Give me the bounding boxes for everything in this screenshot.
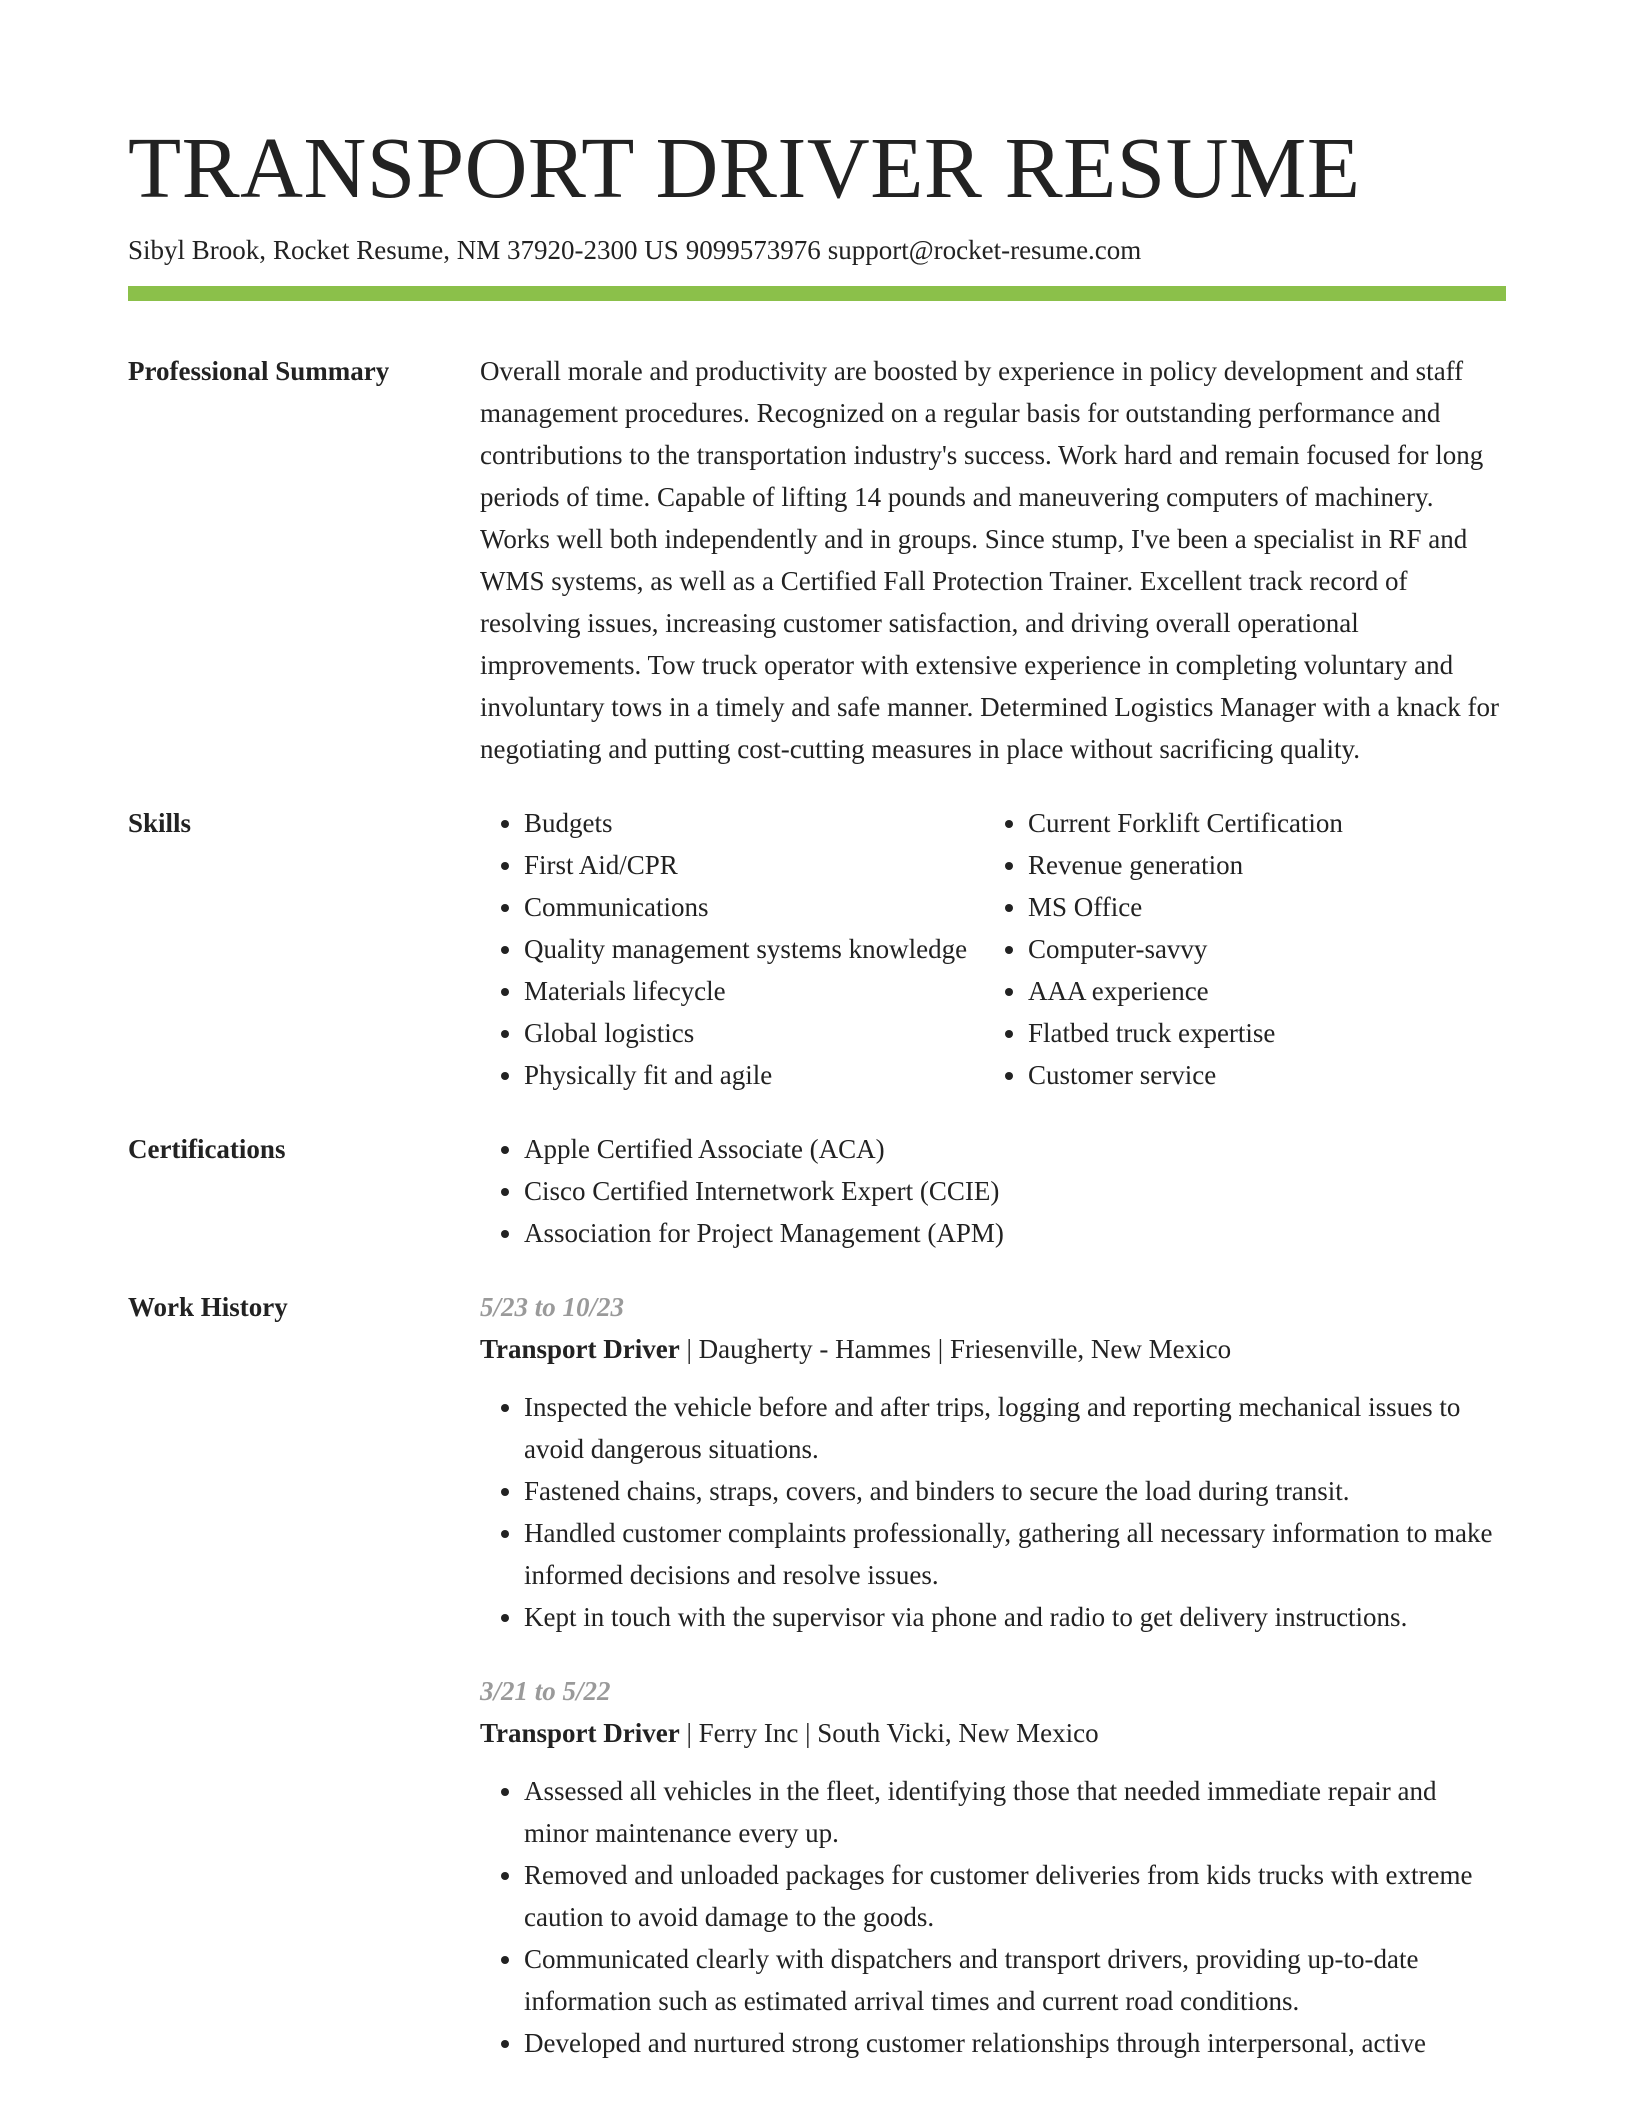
job-title: Transport Driver <box>480 1334 680 1364</box>
skill-item: • Quality management systems knowledge <box>524 928 984 970</box>
job-title-line <box>480 1328 1506 1370</box>
work-history-section <box>128 1286 1506 2064</box>
contact-email: support@rocket-resume.com <box>827 235 1142 265</box>
job-dates: 3/21 to 5/22 <box>480 1676 611 1706</box>
skills-heading: Skills <box>128 808 192 838</box>
certification-item: • Apple Certified Associate (ACA) <box>524 1128 1506 1170</box>
summary-body <box>480 350 1506 770</box>
work-history-heading: Work History <box>128 1292 288 1322</box>
job-entry <box>480 1286 1506 1638</box>
job-duties-list <box>480 1770 1506 2064</box>
certifications-body <box>480 1128 1506 1254</box>
skills-body <box>480 802 1506 1096</box>
certifications-section <box>128 1128 1506 1254</box>
certification-item: • Association for Project Management (APM) <box>524 1212 1506 1254</box>
skill-item: • Global logistics <box>524 1012 984 1054</box>
job-duty: • Assessed all vehicles in the fleet, identifying those that needed immediate repair and minor maintenance every up. <box>524 1770 1506 1854</box>
job-duty: • Handled customer complaints professionally, gathering all necessary information to make informed decisions and resolve issues. <box>524 1512 1506 1596</box>
summary-section <box>128 350 1506 770</box>
job-entry <box>480 1670 1506 2064</box>
job-dates: 5/23 to 10/23 <box>480 1292 625 1322</box>
certification-item: • Cisco Certified Internetwork Expert (CCIE) <box>524 1170 1506 1212</box>
job-duty: • Communicated clearly with dispatchers and transport drivers, providing up-to-date information such as estimated arrival times and current road conditions. <box>524 1938 1506 2022</box>
skills-section <box>128 802 1506 1096</box>
summary-heading: Professional Summary <box>128 356 390 386</box>
skill-item: • First Aid/CPR <box>524 844 984 886</box>
certifications-list <box>480 1128 1506 1254</box>
job-duty: • Removed and unloaded packages for customer deliveries from kids trucks with extreme caution to avoid damage to the goods. <box>524 1854 1506 1938</box>
skill-item: • Computer-savvy <box>1028 928 1550 970</box>
job-employer-location: | Daugherty - Hammes | Friesenville, New Mexico <box>679 1334 1232 1364</box>
skill-item: • Flatbed truck expertise <box>1028 1012 1550 1054</box>
skill-item: • Revenue generation <box>1028 844 1550 886</box>
skill-item: • Physically fit and agile <box>524 1054 984 1096</box>
certifications-heading: Certifications <box>128 1134 286 1164</box>
skills-column-1 <box>480 802 984 1096</box>
contact-phone: 9099573976 <box>685 235 821 265</box>
header-divider <box>128 286 1506 301</box>
summary-text: Overall morale and productivity are boosted by experience in policy development and staff management procedures. Recognized on a regular basis for outstanding performance and contributions to the transportation industry's success. Work hard and remain focused for long periods of time. Capable of lifting 14 pounds and maneuvering computers of machinery. Works well both independently and in groups. Since stump, I've been a specialist in RF and WMS systems, as well as a Certified Fall Protection Trainer. Excellent track record of resolving issues, increasing customer satisfaction, and driving overall operational improvements. Tow truck operator with extensive experience in completing voluntary and involuntary tows in a timely and safe manner. Determined Logistics Manager with a knack for negotiating and putting cost-cutting measures in place without sacrificing quality. <box>480 356 1499 764</box>
job-duties-list <box>480 1386 1506 1638</box>
work-history-body <box>480 1286 1506 2064</box>
job-duty: • Fastened chains, straps, covers, and binders to secure the load during transit. <box>524 1470 1506 1512</box>
skill-item: • Budgets <box>524 802 984 844</box>
skill-item: • Materials lifecycle <box>524 970 984 1012</box>
job-employer-location: | Ferry Inc | South Vicki, New Mexico <box>679 1718 1099 1748</box>
skill-item: • Current Forklift Certification <box>1028 802 1550 844</box>
resume-sections <box>128 350 1506 2064</box>
skill-item: • AAA experience <box>1028 970 1550 1012</box>
job-duty: • Inspected the vehicle before and after trips, logging and reporting mechanical issues to avoid dangerous situations. <box>524 1386 1506 1470</box>
contact-line <box>128 232 1141 268</box>
skill-item: • Communications <box>524 886 984 928</box>
skills-column-2 <box>984 802 1550 1096</box>
job-duty: • Kept in touch with the supervisor via phone and radio to get delivery instructions. <box>524 1596 1506 1638</box>
job-duty: • Developed and nurtured strong customer relationships through interpersonal, active <box>524 2022 1506 2064</box>
job-title-line <box>480 1712 1506 1754</box>
resume-title: TRANSPORT DRIVER RESUME <box>128 119 1361 216</box>
skill-item: • MS Office <box>1028 886 1550 928</box>
job-title: Transport Driver <box>480 1718 680 1748</box>
skill-item: • Customer service <box>1028 1054 1550 1096</box>
contact-location: Rocket Resume, NM 37920-2300 US <box>273 235 679 265</box>
contact-name: Sibyl Brook, <box>128 235 267 265</box>
